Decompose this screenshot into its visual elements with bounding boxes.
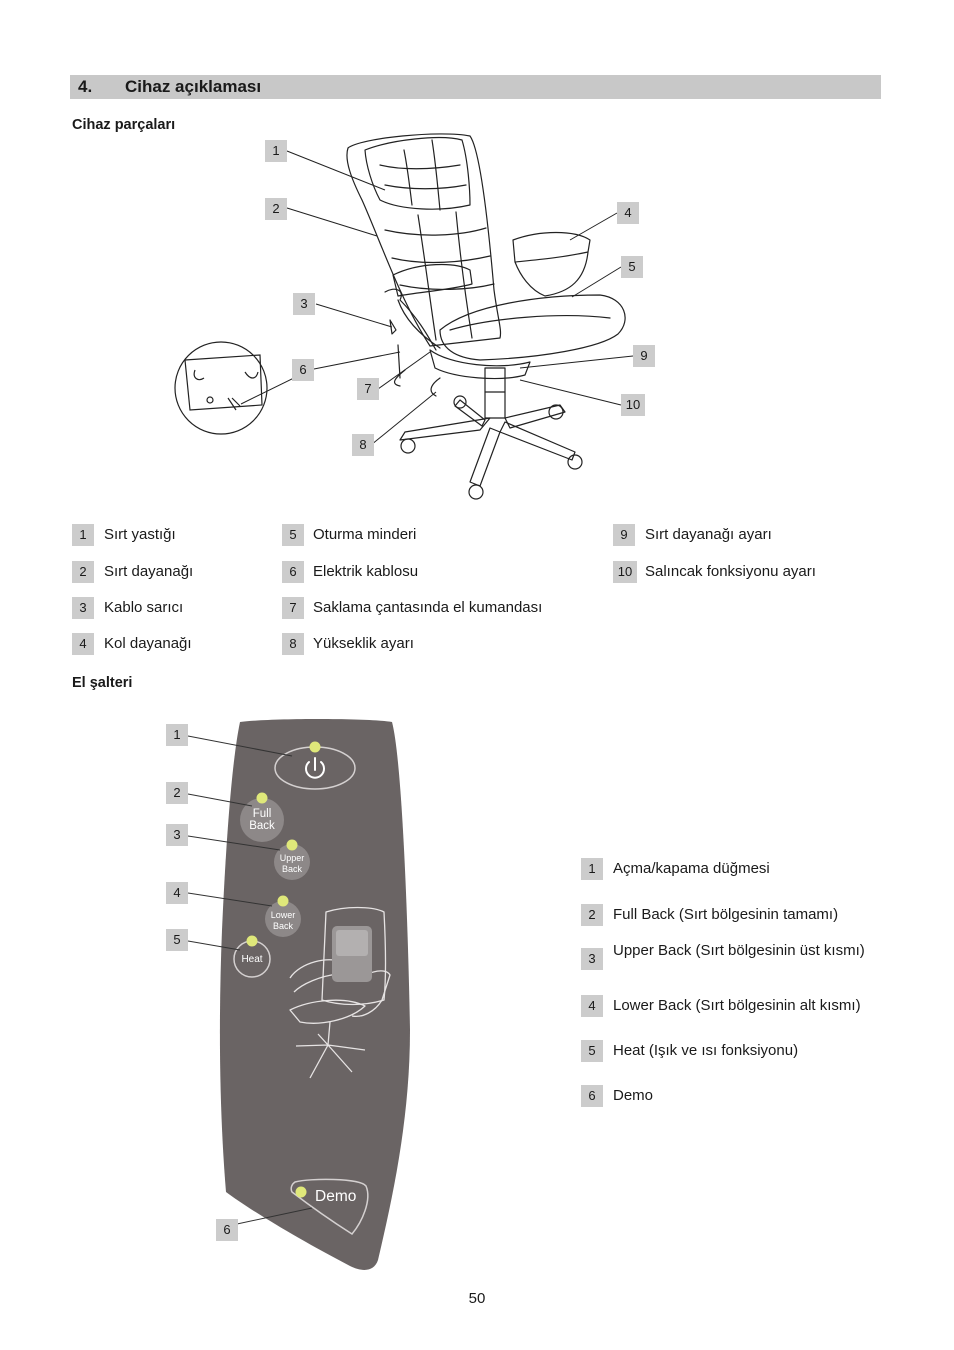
legend-label: Demo bbox=[613, 1087, 654, 1104]
legend-label: Yükseklik ayarı bbox=[313, 635, 414, 652]
callout-badge: 3 bbox=[166, 824, 188, 846]
callout-badge: 1 bbox=[166, 724, 188, 746]
upper-back-label-line2: Back bbox=[281, 864, 303, 874]
full-back-led bbox=[257, 793, 268, 804]
power-led bbox=[310, 742, 321, 753]
legend-number: 5 bbox=[282, 524, 304, 546]
callout-badge: 6 bbox=[292, 359, 314, 381]
callout-badge: 9 bbox=[633, 345, 655, 367]
legend-number: 8 bbox=[282, 633, 304, 655]
remote-illustration bbox=[0, 700, 954, 1290]
legend-label: Salıncak fonksiyonu ayarı bbox=[645, 563, 816, 580]
upper-back-label-line1: Upper bbox=[279, 853, 305, 863]
section-title: Cihaz açıklaması bbox=[125, 77, 262, 96]
callout-badge: 8 bbox=[352, 434, 374, 456]
full-back-label-line2: Back bbox=[249, 820, 275, 832]
legend-label: Kol dayanağı bbox=[104, 635, 192, 652]
lower-back-label-line1: Lower bbox=[270, 910, 296, 920]
callout-badge: 2 bbox=[166, 782, 188, 804]
legend-label: Upper Back (Sırt bölgesinin üst kısmı) bbox=[613, 942, 865, 959]
page-number: 50 bbox=[468, 1290, 486, 1307]
legend-number: 4 bbox=[581, 995, 603, 1017]
legend-number: 10 bbox=[613, 561, 637, 583]
legend-number: 5 bbox=[581, 1040, 603, 1062]
callout-badge: 7 bbox=[357, 378, 379, 400]
full-back-label-line1: Full bbox=[252, 808, 272, 820]
legend-label: Oturma minderi bbox=[313, 526, 417, 543]
legend-label: Sırt dayanağı ayarı bbox=[645, 526, 772, 543]
legend-number: 3 bbox=[72, 597, 94, 619]
callout-badge: 2 bbox=[265, 198, 287, 220]
callout-badge: 1 bbox=[265, 140, 287, 162]
demo-label: Demo bbox=[315, 1188, 357, 1205]
callout-badge: 5 bbox=[621, 256, 643, 278]
legend-label: Elektrik kablosu bbox=[313, 563, 419, 580]
upper-back-led bbox=[287, 840, 298, 851]
legend-number: 1 bbox=[72, 524, 94, 546]
legend-number: 6 bbox=[581, 1085, 603, 1107]
legend-label: Heat (Işık ve ısı fonksiyonu) bbox=[613, 1042, 799, 1059]
lower-back-led bbox=[278, 896, 289, 907]
parts-heading: Cihaz parçaları bbox=[72, 117, 176, 133]
section-number: 4. bbox=[78, 77, 93, 96]
legend-number: 9 bbox=[613, 524, 635, 546]
callout-badge: 10 bbox=[621, 394, 645, 416]
legend-label: Lower Back (Sırt bölgesinin alt kısmı) bbox=[613, 997, 861, 1014]
callout-badge: 6 bbox=[216, 1219, 238, 1241]
legend-label: Açma/kapama düğmesi bbox=[613, 860, 770, 877]
demo-led bbox=[296, 1187, 307, 1198]
legend-number: 3 bbox=[581, 948, 603, 970]
legend-label: Kablo sarıcı bbox=[104, 599, 184, 616]
legend-label: Full Back (Sırt bölgesinin tamamı) bbox=[613, 906, 839, 923]
remote-heading: El şalteri bbox=[72, 675, 133, 691]
legend-label: Sırt yastığı bbox=[104, 526, 176, 543]
callout-badge: 4 bbox=[166, 882, 188, 904]
legend-label: Saklama çantasında el kumandası bbox=[313, 599, 543, 616]
legend-number: 1 bbox=[581, 858, 603, 880]
upper-zone bbox=[336, 930, 368, 956]
callout-badge: 4 bbox=[617, 202, 639, 224]
legend-number: 2 bbox=[581, 904, 603, 926]
chair-illustration bbox=[0, 0, 954, 520]
legend-number: 2 bbox=[72, 561, 94, 583]
callout-badge: 3 bbox=[293, 293, 315, 315]
lower-back-label-line2: Back bbox=[272, 921, 294, 931]
legend-number: 4 bbox=[72, 633, 94, 655]
callout-badge: 5 bbox=[166, 929, 188, 951]
legend-number: 7 bbox=[282, 597, 304, 619]
heat-label: Heat bbox=[241, 954, 263, 965]
legend-label: Sırt dayanağı bbox=[104, 563, 194, 580]
legend-number: 6 bbox=[282, 561, 304, 583]
heat-led bbox=[247, 936, 258, 947]
